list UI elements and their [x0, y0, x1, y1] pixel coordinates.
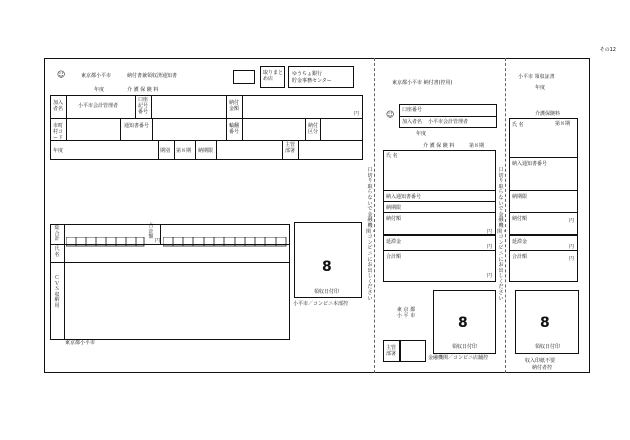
page-number: その12	[599, 47, 616, 53]
s3-kind: 介護保険料	[535, 111, 561, 117]
s3-receipt-box	[515, 290, 579, 354]
s2-total: 合計額	[386, 254, 402, 260]
s1-kind: 介 護 保 険 料	[127, 87, 159, 93]
s3-receipt-number: 8	[540, 315, 550, 331]
s1-receipt-date: 領収日付印	[314, 289, 340, 295]
s2-shunin-box	[383, 340, 400, 362]
s3-deadline: 納期限	[512, 194, 528, 200]
s1-account-label: 口座記号番号	[138, 97, 149, 115]
s2-arrears: 延滞金	[386, 239, 402, 245]
s1-digit-boxes-right	[163, 232, 288, 251]
s1-s2-divider	[374, 58, 375, 373]
s2-total-yen: 円	[487, 273, 493, 279]
s1-payment-class: 納付区分	[308, 123, 319, 135]
s2-notice-no: 納入通知書番号	[386, 194, 422, 200]
s1-counter-label: 取りまとめ店	[263, 70, 284, 82]
s2-name-label: 氏 名	[386, 153, 398, 159]
s1-bank-center: 貯金事務センター	[292, 78, 332, 84]
s2-year: 年度	[416, 131, 427, 137]
s1-name-label: 氏 名	[54, 246, 60, 258]
s1-total-label: 総 合 計	[54, 225, 60, 243]
s1-title: 納付書兼領収済通知書	[127, 73, 178, 79]
s1-yen: 円	[354, 111, 360, 117]
s1-bill-no: 輪翻番号	[229, 123, 240, 135]
s1-year: 年度	[94, 87, 105, 93]
s2-amount: 納付額	[386, 216, 402, 222]
smiley-icon: ☺	[57, 70, 66, 79]
s1-nendo: 年度	[53, 148, 64, 154]
s1-cvs-label: ＣＶＳ収納用	[54, 275, 60, 309]
s2-receipt-date: 領収日付印	[452, 344, 478, 350]
s1-bank-box	[288, 66, 354, 88]
s1-period: 期別	[160, 148, 171, 154]
s3-footer2: 納付者控	[532, 365, 553, 371]
s1-bank: ゆうちょ銀行	[292, 71, 323, 77]
s1-payer-value: 小平市会計管理者	[78, 103, 119, 109]
s1-receipt-number: 8	[322, 259, 332, 275]
s2-city: 東 京 都 小 平 市	[396, 307, 416, 319]
s1-counter-box	[260, 66, 285, 88]
s3-amount-yen: 円	[569, 218, 575, 224]
s3-notice-no: 納入通知書番号	[512, 161, 548, 167]
s1-notice-no: 通知書番号	[124, 123, 150, 129]
s3-footer1: 収入印紙不要	[525, 358, 556, 364]
s1-footer-city: 東京都小平市	[65, 340, 96, 346]
s3-year: 年度	[535, 85, 546, 91]
s3-receipt-date: 領収日付印	[535, 344, 561, 350]
s2-payer-label: 加入者名	[402, 119, 423, 125]
s2-shunin-stamp	[400, 340, 426, 362]
s2-receipt-number: 8	[458, 315, 468, 331]
s2-account-no: 口座番号	[402, 107, 423, 113]
s1-total-sub: 合 計 額	[148, 223, 154, 241]
s2-s3-divider	[505, 58, 506, 373]
s3-vertical-note: 口切り取らないで金融機関・コンビニにお出しください	[497, 167, 508, 302]
s1-city: 東京都小平市	[81, 73, 112, 79]
s3-arrears: 延滞金	[512, 239, 528, 245]
s2-vertical-note: 口切り取らないで金融機関・コンビニにお出しください	[366, 167, 377, 302]
s2-footer: 金融機関／コンビニ店舗控	[428, 355, 489, 361]
s3-period: 第８期	[555, 121, 571, 127]
s1-shunin: 主管部署	[285, 142, 296, 154]
s3-total-yen: 円	[569, 256, 575, 262]
smiley-icon: ☺	[386, 110, 395, 119]
s1-stamp-box	[233, 70, 255, 84]
s3-header: 小平市 領収証書	[518, 74, 555, 80]
s1-receipt-note: 小平市／コンビニ本部控	[293, 301, 349, 307]
s2-payer-value: 小平市会計管理者	[428, 119, 469, 125]
s3-arrears-yen: 円	[569, 244, 575, 250]
s1-deadline: 納期限	[198, 148, 214, 154]
s1-receipt-box	[294, 222, 362, 298]
s2-amount-yen: 円	[487, 229, 493, 235]
s1-municipal-code: 市町村コード	[53, 123, 64, 141]
s1-total-yen: 円	[155, 238, 161, 244]
s1-payer-label: 加入者名	[53, 100, 64, 112]
s2-shunin: 主管部署	[386, 345, 397, 357]
s1-amount-label: 納付金額	[229, 100, 240, 112]
s2-header: 東京都小平市 納付書(控用)	[392, 80, 453, 86]
s3-amount: 納付額	[512, 216, 528, 222]
s2-kind: 介 護 保 険 料	[423, 143, 455, 149]
s2-period: 第８期	[469, 143, 485, 149]
s3-name-label: 氏 名	[512, 122, 524, 128]
s3-total: 合計額	[512, 254, 528, 260]
s2-arrears-yen: 円	[487, 244, 493, 250]
s1-period-value: 第８期	[176, 148, 192, 154]
s2-deadline: 納期限	[386, 205, 402, 211]
s2-receipt-box	[433, 290, 496, 354]
s1-digit-boxes-left	[66, 232, 146, 251]
